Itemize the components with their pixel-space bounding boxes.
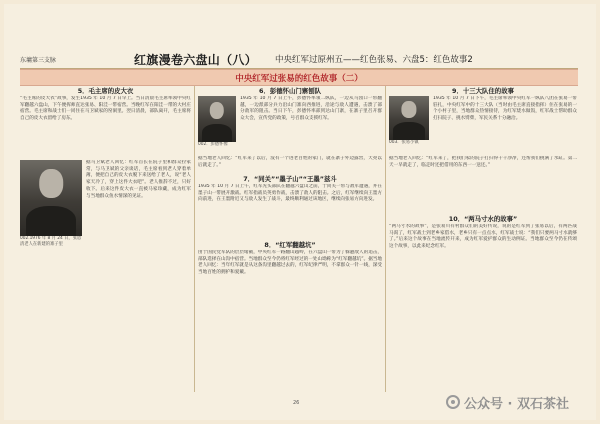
section-7-paragraph: 1935 年 10 月 7 日上午，红军先头部队在翻越六盘山之前，于同关一带与敌军遭遇，并在墨子山一带展开激战。红军指战员英勇作战，击溃了敌人的阻击。之后，红军继续向王墨方向前进，在王墨附近又与敌人发生了战斗，最终顺利通过该地区，继续向张易方向进发。 (198, 184, 382, 203)
column-divider (385, 86, 386, 392)
column-middle (198, 86, 382, 394)
mao-photo-caption: 002.1976 年 8 月 24 日，张恩清老人在新建的寨子里 (20, 236, 82, 247)
header-left-label: 东墉第三支脉 (20, 56, 57, 64)
section-10-title: 10．“两马寸水的故事” (448, 215, 518, 223)
section-9-title: 9．十三大队住的故事 (452, 87, 514, 95)
section-6-title: 6．彭德怀山门寨刨队 (259, 87, 321, 95)
section-5-paragraph: “毛主席的皮大衣”故事，发生1935 年 10 月 7 日早上。当日清晨毛主席率领中央红军翻越六盘山，下午便挥师直达张易、阳洼一带宿营。当晚红军在阳洼一带的大村庄宿营。毛主席和战士们一同住在马卫斌家的窑洞里。翌日清晨，部队离开，毛主席将自己的皮大衣留给了房东。 (20, 96, 191, 122)
soldier-photo (389, 96, 429, 140)
section-6-paragraph-2: 据当地老人回忆：“红军来了以后，没有一个进老百姓的家门，就在寨子外边露营，天亮以后就走了。” (198, 156, 382, 168)
column-left (20, 86, 191, 394)
peng-dehuai-photo (198, 96, 236, 142)
soldier-photo-caption: 003．张易小镇 (389, 140, 419, 145)
watermark-text: 公众号 · 双石茶社 (464, 396, 569, 412)
section-5-title: 5．毛主席的皮大衣 (77, 87, 134, 95)
section-8-paragraph: 由于国民党军队的层层堵截，中央红军一路翻山越岭，在六盘山一带为了躲避敌人的追击，部队选择在山沟中宿营。当地群众至今仍将红军经过的一处山坳称为“红军翻越坑”。据当地老人回忆：当年红军就是从这条沟里翻越过去的，红军纪律严明，不拿群众一针一线，深受当地百姓的拥护和爱戴。 (198, 250, 382, 276)
section-banner: 中央红军过张易的红色故事（二） (20, 69, 578, 86)
section-9-paragraph-2: 据当地老人回忆：“红军来了，把我们家的院子打扫得干干净净，还帮我们挑满了水缸。第二天一早就走了，临走时还把借用的东西一一送还。” (389, 156, 577, 168)
column-right (389, 86, 577, 394)
mao-photo (20, 160, 82, 236)
page-header (20, 51, 578, 67)
section-9-paragraph: 1935 年 10 月 7 日下午，毛主席率领中央红军一纵队八团在张易一带驻扎，中央红军中的十三大队（当时由毛主席直接指挥）住在张易的一个小村子里，当地群众热情接待，为红军烧水做饭，红军战士帮助群众打扫院子、挑水劈柴，军民关系十分融洽。 (433, 96, 577, 122)
peng-photo-caption: 002．彭德怀像 (198, 142, 228, 147)
section-8-title: 8．“红军翻越坑” (264, 241, 316, 249)
section-5-paragraph-2: 据马卫斌老人回忆：红军首长在院子里和群众拉家常，与马卫斌的父亲谈话，毛主席看到老人穿着单薄，便把自己的皮大衣脱下来送给了老人，说“老人家天冷了，穿上这件大衣吧”。老人推辞不过，只好收下。后来这件皮大衣一直被马家珍藏，成为红军与当地群众鱼水情深的见证。 (86, 160, 191, 199)
section-7-title: 7．“同关”“墨子山”“王墨”兹斗 (243, 175, 337, 183)
page-title: 红旗漫卷六盘山（八） (134, 52, 258, 67)
section-6-paragraph: 1935 年 10 月 7 日上午，彭德怀率领二纵队，一边从马园口一带翻越，一边派部分兵力沿山门寨向西推进，沿途与敌人遭遇，击溃了部分敌军的阻击。当日下午，彭德怀率部到达山门寨，在寨子里召开群众大会，宣传党的政策，号召群众支援红军。 (240, 96, 382, 122)
page-number: 26 (293, 400, 300, 406)
section-10-paragraph: “两马寸水的故事”，是张易川有村群众们的美好传说，说的是红军到了张易以后，有两匹战马渴了，红军战士到老乡家借水，老乡只有一点点水，红军战士说：“我们只要两马寸水就够了。”后来这个故事在当地流传开来，成为红军爱护群众的生动例证。当地群众至今仍在传颂这个故事，以此来纪念红军。 (389, 224, 577, 250)
watermark (446, 388, 596, 416)
page-subtitle: 中央红军过原州五——红色张易、六盘5：红色故事2 (275, 55, 473, 65)
wechat-official-icon (446, 395, 460, 409)
column-divider (194, 86, 195, 392)
